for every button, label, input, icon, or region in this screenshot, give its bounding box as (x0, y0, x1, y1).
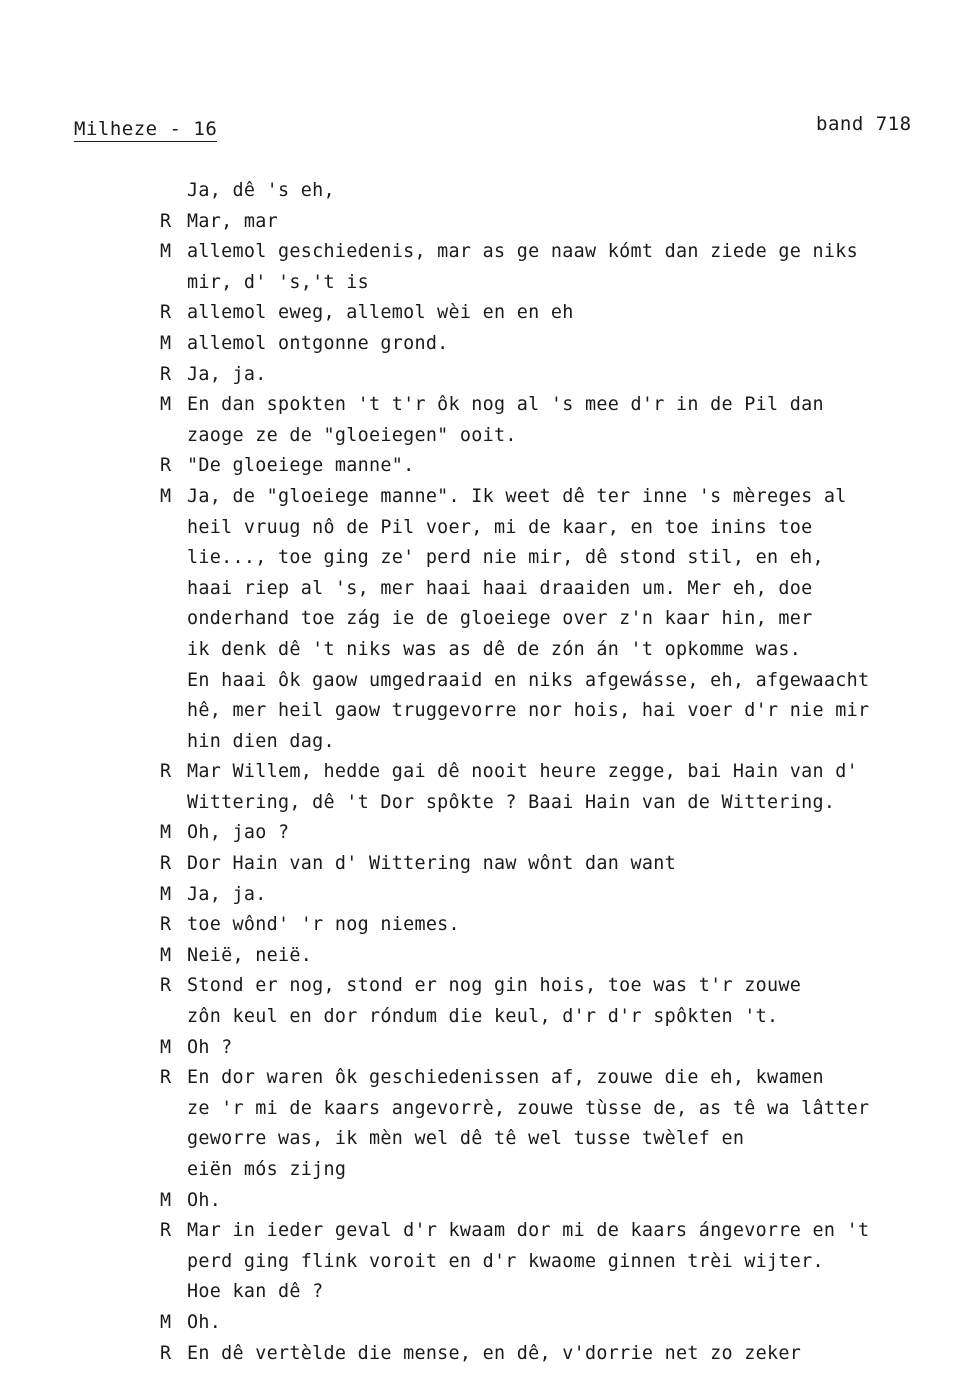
utterance-text: allemol eweg, allemol wèi en en eh (187, 302, 574, 324)
transcript-line (160, 451, 960, 482)
speaker-label: R (160, 1220, 172, 1242)
page-header-tape-number: band 718 (816, 113, 912, 135)
utterance-text: onderhand toe zág ie de gloeiege over z'n kaar hin, mer (187, 608, 813, 630)
speaker-label: R (160, 302, 172, 324)
page-header-location: Milheze - 16 (74, 118, 218, 140)
utterance-text: En dê vertèlde die mense, en dê, v'dorrie net zo zeker (187, 1342, 802, 1364)
utterance-text: haai riep al 's, mer haai haai draaiden um. Mer eh, doe (187, 577, 813, 599)
transcript-line (160, 818, 960, 849)
utterance-text: zôn keul en dor róndum die keul, d'r d'r spôkten 't. (187, 1006, 779, 1028)
transcript-line (160, 941, 960, 972)
utterance-text: toe wônd' 'r nog niemes. (187, 914, 460, 936)
transcript-line (160, 237, 960, 268)
utterance-text: Ja, ja. (187, 363, 267, 385)
speaker-label: M (160, 332, 172, 354)
utterance-text: hin dien dag. (187, 730, 335, 752)
transcript-line (160, 421, 960, 452)
utterance-text: Oh, jao ? (187, 822, 290, 844)
speaker-label: R (160, 363, 172, 385)
transcript-line (160, 666, 960, 697)
transcript-line (160, 543, 960, 574)
speaker-label: R (160, 210, 172, 232)
speaker-label: M (160, 944, 172, 966)
speaker-label: M (160, 1036, 172, 1058)
speaker-label: M (160, 1311, 172, 1333)
transcript-line (160, 1094, 960, 1125)
utterance-text: En haai ôk gaow umgedraaid en niks afgewásse, eh, afgewaacht (187, 669, 870, 691)
utterance-text: lie..., toe ging ze' perd nie mir, dê stond stil, en eh, (187, 547, 824, 569)
utterance-text: perd ging flink voroit en d'r kwaome ginnen trèi wijter. (187, 1250, 824, 1272)
utterance-text: Dor Hain van d' Wittering naw wônt dan want (187, 853, 676, 875)
utterance-text: Wittering, dê 't Dor spôkte ? Baai Hain van de Wittering. (187, 791, 836, 813)
transcript-body (160, 176, 960, 1369)
utterance-text: Neië, neië. (187, 944, 313, 966)
transcript-line (160, 604, 960, 635)
utterance-text: Mar Willem, hedde gai dê nooit heure zegge, bai Hain van d' (187, 761, 858, 783)
utterance-text: Stond er nog, stond er nog gin hois, toe was t'r zouwe (187, 975, 802, 997)
transcript-line (160, 207, 960, 238)
utterance-text: Mar in ieder geval d'r kwaam dor mi de kaars ángevorre en 't (187, 1220, 870, 1242)
transcript-line (160, 910, 960, 941)
transcript-line (160, 727, 960, 758)
speaker-label: R (160, 455, 172, 477)
speaker-label: M (160, 883, 172, 905)
transcript-line (160, 176, 960, 207)
transcript-line (160, 513, 960, 544)
speaker-label: M (160, 1189, 172, 1211)
speaker-label: M (160, 394, 172, 416)
transcript-line (160, 788, 960, 819)
speaker-label: M (160, 485, 172, 507)
transcript-line (160, 1308, 960, 1339)
transcript-line (160, 1186, 960, 1217)
speaker-label: R (160, 914, 172, 936)
transcript-line (160, 1339, 960, 1370)
utterance-text: allemol ontgonne grond. (187, 332, 449, 354)
transcript-line (160, 298, 960, 329)
transcript-line (160, 1155, 960, 1186)
transcript-line (160, 971, 960, 1002)
utterance-text: Ja, dê 's eh, (187, 180, 335, 201)
utterance-text: En dan spokten 't t'r ôk nog al 's mee d'r in de Pil dan (187, 394, 824, 416)
transcript-line (160, 1063, 960, 1094)
speaker-label: R (160, 761, 172, 783)
speaker-label: R (160, 1342, 172, 1364)
speaker-label: R (160, 975, 172, 997)
utterance-text: heil vruug nô de Pil voer, mi de kaar, en toe inins toe (187, 516, 813, 538)
transcript-line (160, 849, 960, 880)
transcript-line (160, 1216, 960, 1247)
transcript-line (160, 360, 960, 391)
transcript-line (160, 329, 960, 360)
utterance-text: hê, mer heil gaow truggevorre nor hois, hai voer d'r nie mir (187, 700, 870, 722)
utterance-text: Oh ? (187, 1036, 233, 1058)
speaker-label: R (160, 853, 172, 875)
utterance-text: Oh. (187, 1311, 222, 1333)
utterance-text: "De gloeiege manne". (187, 455, 415, 477)
utterance-text: geworre was, ik mèn wel dê tê wel tusse twèlef en (187, 1128, 745, 1150)
speaker-label: R (160, 1067, 172, 1089)
utterance-text: zaoge ze de "gloeiegen" ooit. (187, 424, 517, 446)
utterance-text: Ja, de "gloeiege manne". Ik weet dê ter inne 's mèreges al (187, 485, 847, 507)
utterance-text: Ja, ja. (187, 883, 267, 905)
utterance-text: mir, d' 's,'t is (187, 271, 369, 293)
utterance-text: eiën mós zijng (187, 1159, 347, 1180)
transcript-line (160, 880, 960, 911)
speaker-label: M (160, 822, 172, 844)
utterance-text: ik denk dê 't niks was as dê de zón án 't opkomme was. (187, 638, 802, 660)
transcript-line (160, 1124, 960, 1155)
transcript-line (160, 1002, 960, 1033)
utterance-text: ze 'r mi de kaars angevorrè, zouwe tùsse de, as tê wa lâtter (187, 1097, 870, 1119)
transcript-line (160, 1247, 960, 1278)
transcript-line (160, 268, 960, 299)
transcript-line (160, 390, 960, 421)
speaker-label: M (160, 241, 172, 263)
transcript-line (160, 574, 960, 605)
transcript-line (160, 1277, 960, 1308)
utterance-text: Mar, mar (187, 210, 278, 232)
utterance-text: Hoe kan dê ? (187, 1281, 324, 1303)
transcript-line (160, 696, 960, 727)
transcript-line (160, 1033, 960, 1064)
transcript-line (160, 482, 960, 513)
utterance-text: allemol geschiedenis, mar as ge naaw kómt dan ziede ge niks (187, 241, 858, 263)
transcript-line (160, 635, 960, 666)
transcript-line (160, 757, 960, 788)
utterance-text: En dor waren ôk geschiedenissen af, zouwe die eh, kwamen (187, 1067, 824, 1089)
utterance-text: Oh. (187, 1189, 222, 1211)
